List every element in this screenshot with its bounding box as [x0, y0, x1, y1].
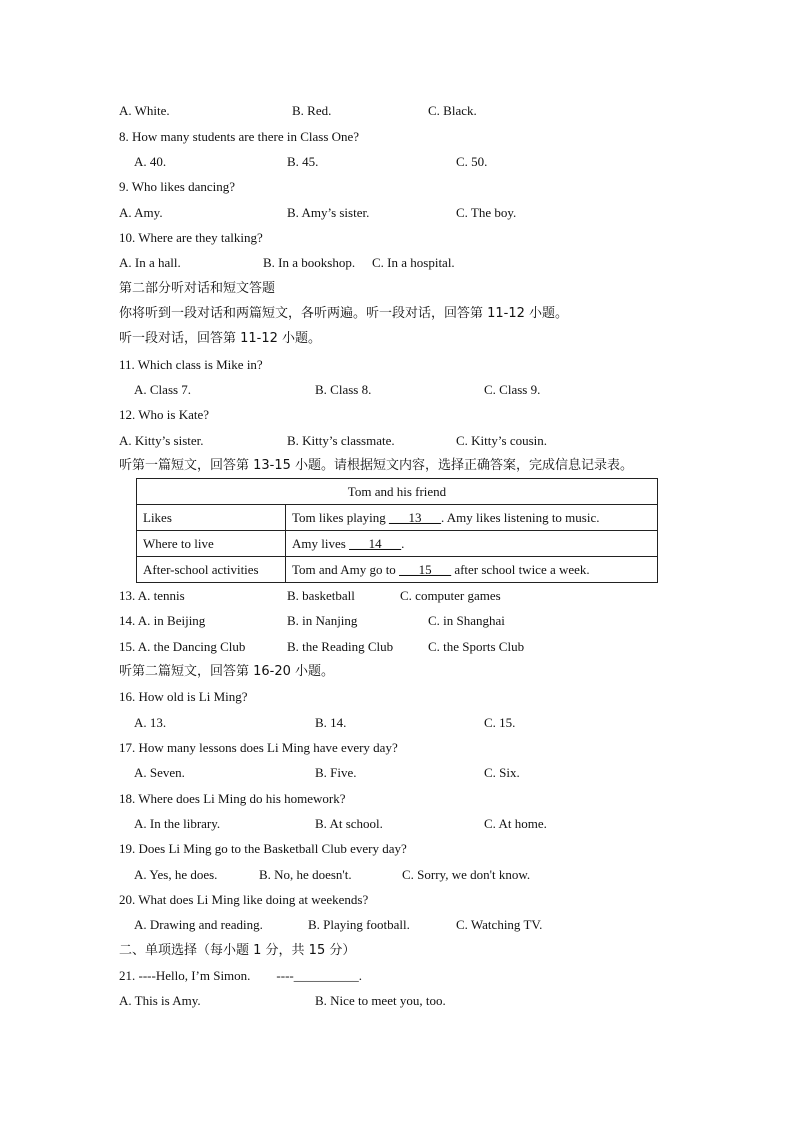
row-content [286, 557, 658, 583]
q13-option-b: B. basketball [287, 588, 355, 603]
q16-option-b: B. 14. [315, 715, 347, 730]
q12-stem: 12. Who is Kate? [119, 407, 210, 422]
q18-option-a: A. In the library. [134, 816, 221, 831]
q21-option-a: A. This is Amy. [119, 993, 201, 1008]
part2-instruction: 你将听到一段对话和两篇短文，各听两遍。听一段对话，回答第 11-12 小题。 [119, 306, 569, 321]
q8-option-a: A. 40. [134, 154, 167, 169]
q12-option-a: A. Kitty’s sister. [119, 433, 204, 448]
q17-option-b: B. Five. [315, 765, 357, 780]
q15-option-a: 15. A. the Dancing Club [119, 639, 246, 654]
q13-option-c: C. computer games [400, 588, 501, 603]
table-row [137, 505, 658, 531]
q11-stem: 11. Which class is Mike in? [119, 357, 263, 372]
blank-13: ___13___ [388, 509, 441, 525]
q16-stem: 16. How old is Li Ming? [119, 689, 248, 704]
q18-option-b: B. At school. [315, 816, 383, 831]
q9-option-c: C. The boy. [456, 205, 517, 220]
q14-option-c: C. in Shanghai [428, 613, 505, 628]
part2-title: 第二部分听对话和短文答题 [119, 281, 276, 296]
row-label: After-school activities [137, 557, 286, 583]
q16-option-a: A. 13. [134, 715, 167, 730]
table-title-row [137, 479, 658, 505]
q8-option-b: B. 45. [287, 154, 319, 169]
q17-option-c: C. Six. [484, 765, 520, 780]
section2-title: 二、单项选择（每小题 1 分，共 15 分） [119, 943, 356, 958]
row-text-pre: Tom and Amy go to [292, 561, 400, 577]
q10-option-c: C. In a hospital. [372, 255, 455, 270]
q11-option-c: C. Class 9. [484, 382, 541, 397]
q19-option-a: A. Yes, he does. [134, 867, 218, 882]
q12-option-b: B. Kitty’s classmate. [287, 433, 395, 448]
row-content [286, 531, 658, 557]
q10-option-a: A. In a hall. [119, 255, 181, 270]
q15-option-b: B. the Reading Club [287, 639, 394, 654]
row-text-post: . [401, 535, 405, 551]
q20-option-b: B. Playing football. [308, 917, 410, 932]
row-label: Likes [137, 505, 286, 531]
row-content [286, 505, 658, 531]
q15-option-c: C. the Sports Club [428, 639, 525, 654]
info-record-table [136, 478, 658, 583]
q7-option-c: C. Black. [428, 103, 477, 118]
q19-stem: 19. Does Li Ming go to the Basketball Club every day? [119, 841, 407, 856]
row-text-post: after school twice a week. [451, 561, 590, 577]
q17-option-a: A. Seven. [134, 765, 185, 780]
blank-14: ___14___ [349, 535, 402, 551]
dialog-intro: 听一段对话，回答第 11-12 小题。 [119, 331, 322, 346]
q21-stem: 21. ----Hello, I’m Simon. ----__________. [119, 968, 362, 983]
row-text-pre: Tom likes playing [292, 509, 389, 525]
q19-option-c: C. Sorry, we don't know. [402, 867, 531, 882]
q14-option-a: 14. A. in Beijing [119, 613, 206, 628]
q20-option-a: A. Drawing and reading. [134, 917, 263, 932]
row-text-pre: Amy lives [292, 535, 350, 551]
q8-stem: 8. How many students are there in Class One? [119, 129, 360, 144]
q9-stem: 9. Who likes dancing? [119, 179, 236, 194]
row-text-post: . Amy likes listening to music. [440, 509, 600, 525]
q9-option-a: A. Amy. [119, 205, 163, 220]
q19-option-b: B. No, he doesn't. [259, 867, 352, 882]
q14-option-b: B. in Nanjing [287, 613, 358, 628]
table-row [137, 531, 658, 557]
q18-option-c: C. At home. [484, 816, 547, 831]
q18-stem: 18. Where does Li Ming do his homework? [119, 791, 346, 806]
table-title: Tom and his friend [137, 479, 658, 505]
q8-option-c: C. 50. [456, 154, 488, 169]
q7-option-a: A. White. [119, 103, 170, 118]
q11-option-b: B. Class 8. [315, 382, 372, 397]
q21-option-b: B. Nice to meet you, too. [315, 993, 446, 1008]
q16-option-c: C. 15. [484, 715, 516, 730]
q12-option-c: C. Kitty’s cousin. [456, 433, 548, 448]
passage2-intro: 听第二篇短文，回答第 16-20 小题。 [119, 664, 335, 679]
q9-option-b: B. Amy’s sister. [287, 205, 370, 220]
q20-stem: 20. What does Li Ming like doing at weekends? [119, 892, 369, 907]
table-row [137, 557, 658, 583]
passage1-intro: 听第一篇短文，回答第 13-15 小题。请根据短文内容，选择正确答案，完成信息记录表。 [119, 458, 634, 473]
row-label: Where to live [137, 531, 286, 557]
q10-option-b: B. In a bookshop. [263, 255, 356, 270]
q10-stem: 10. Where are they talking? [119, 230, 263, 245]
q20-option-c: C. Watching TV. [456, 917, 543, 932]
q17-stem: 17. How many lessons does Li Ming have every day? [119, 740, 398, 755]
blank-15: ___15___ [399, 561, 452, 577]
q13-option-a: 13. A. tennis [119, 588, 185, 603]
q7-option-b: B. Red. [292, 103, 332, 118]
q11-option-a: A. Class 7. [134, 382, 192, 397]
